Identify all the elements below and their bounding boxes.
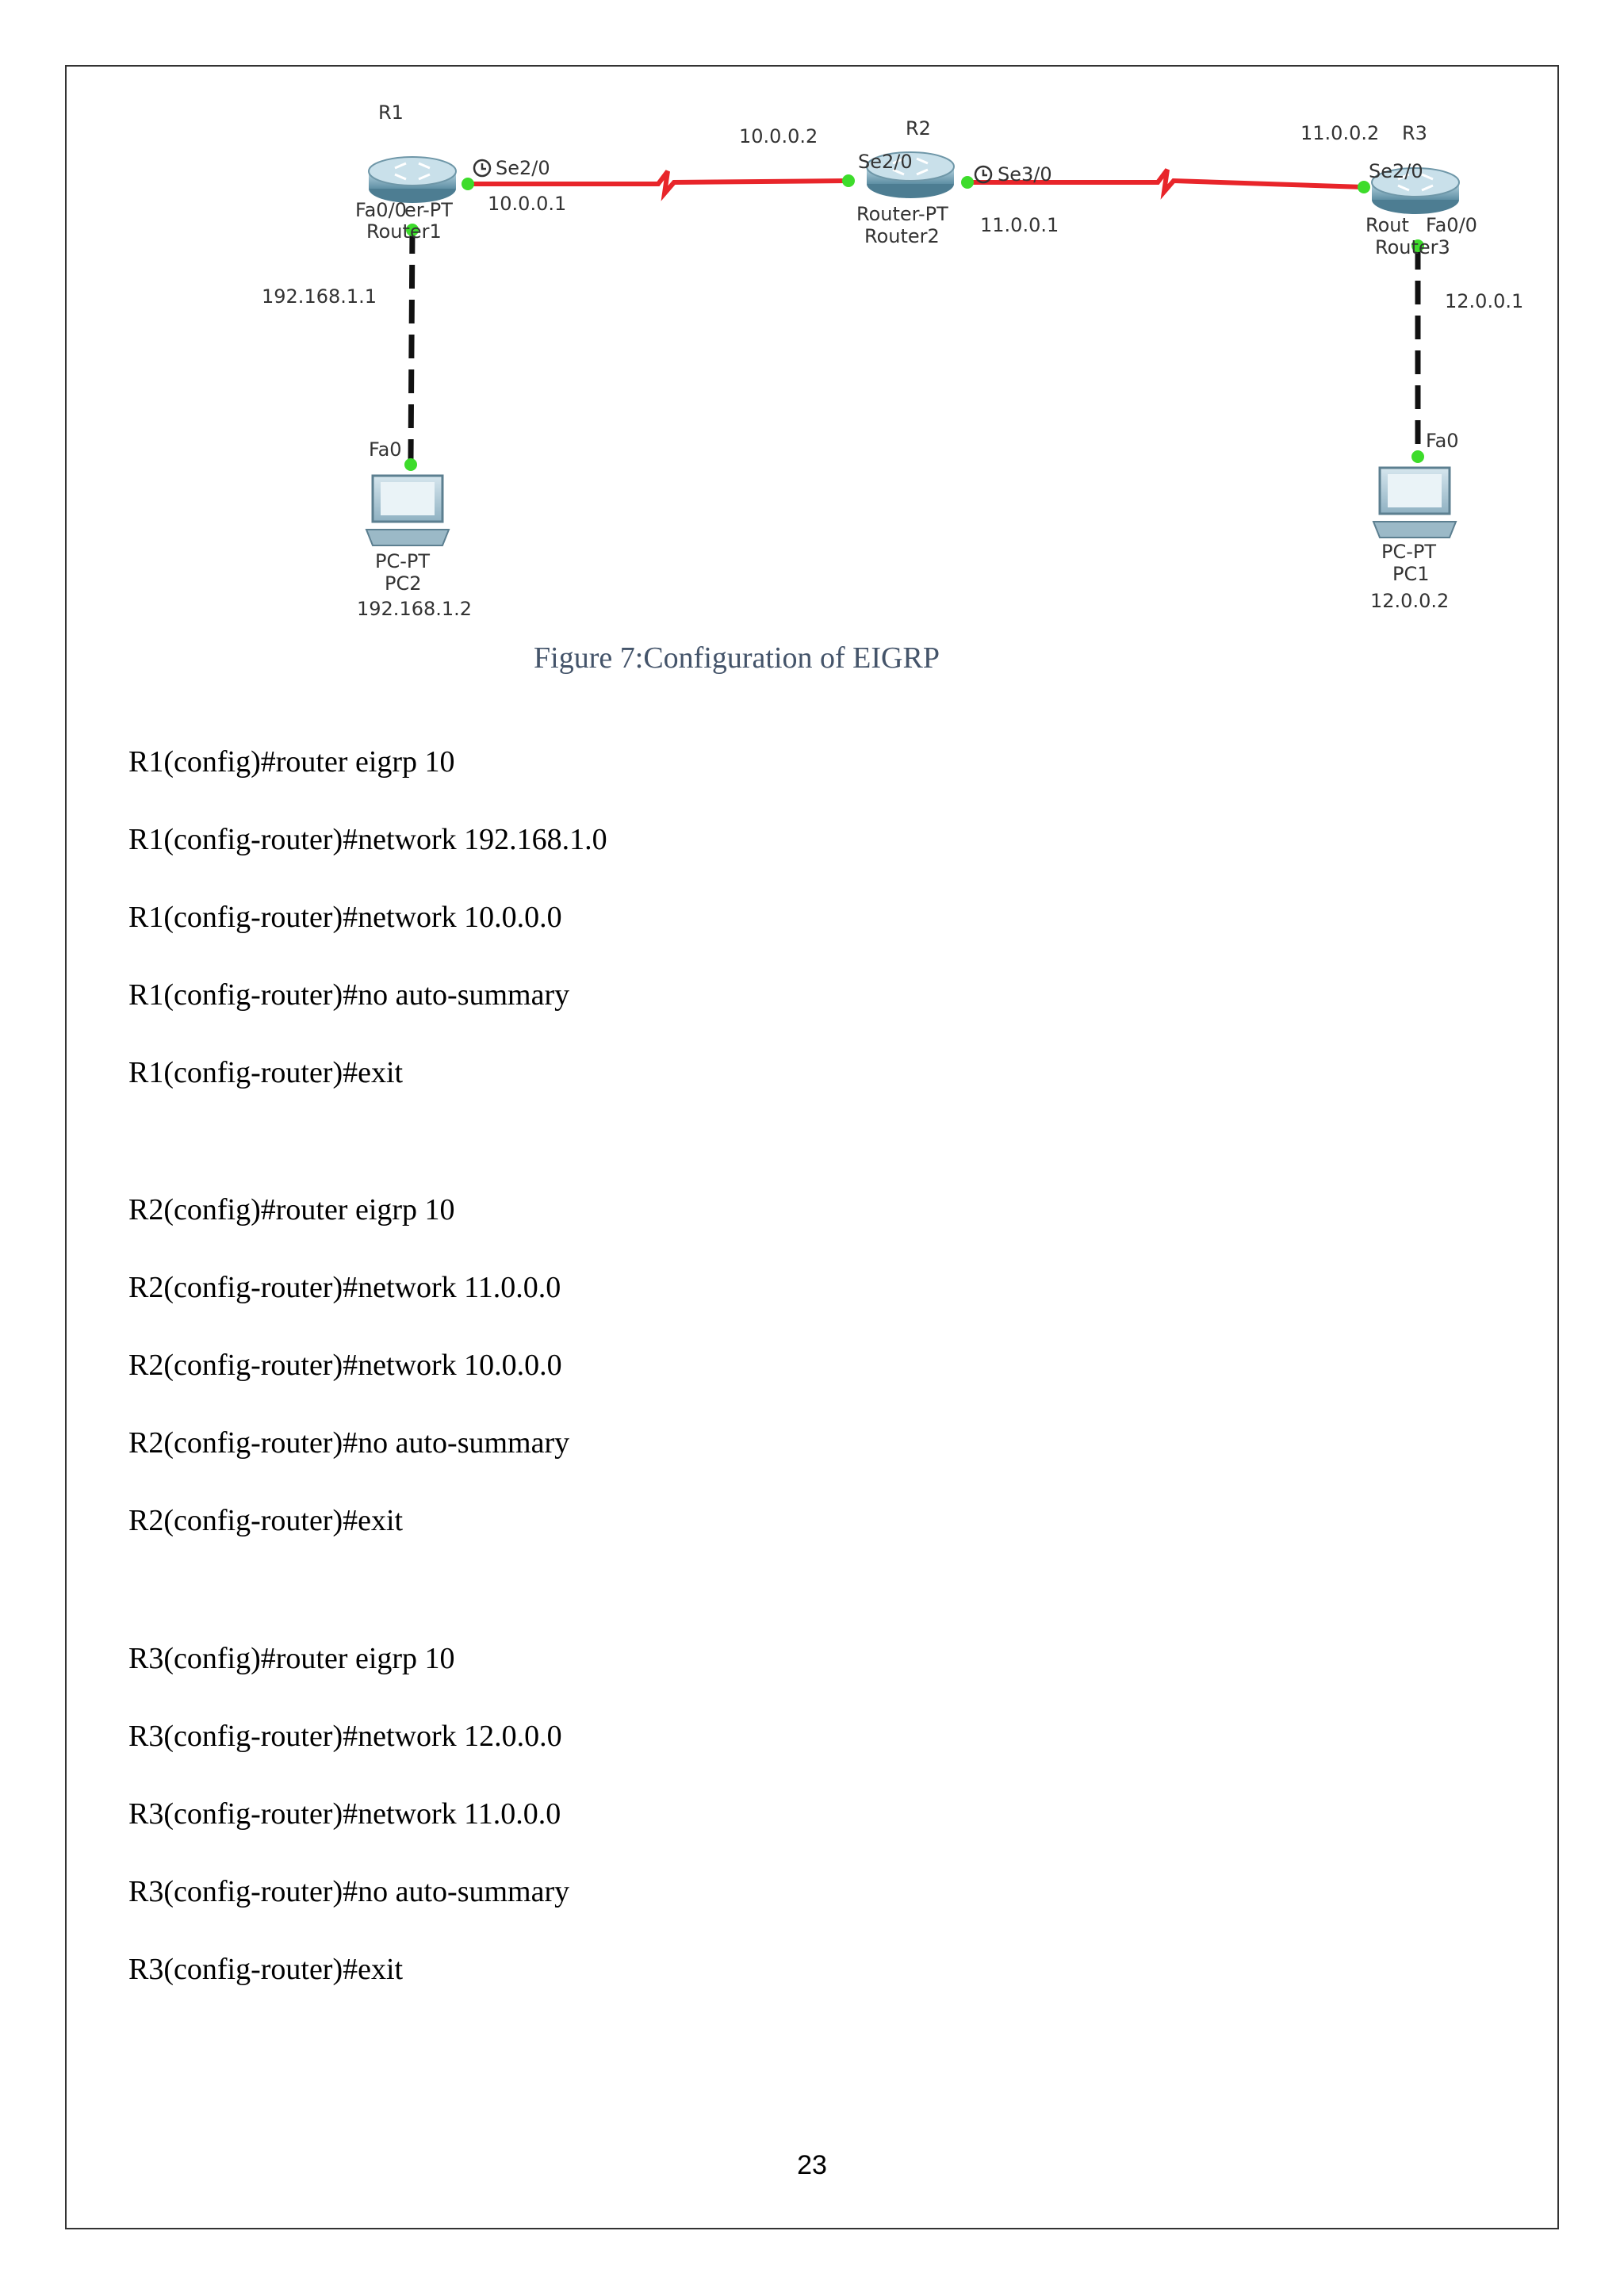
command-line: R1(config-router)#network 10.0.0.0 — [128, 901, 562, 934]
command-line: R1(config-router)#network 192.168.1.0 — [128, 823, 607, 856]
r3-label: R3 — [1402, 122, 1427, 144]
command-line: R1(config-router)#exit — [128, 1056, 404, 1089]
pc1-name: PC1 — [1392, 563, 1430, 585]
command-line: R3(config-router)#exit — [128, 1953, 404, 1986]
r3-command-block — [128, 1644, 569, 2032]
pc2-model: PC-PT — [375, 550, 431, 572]
r2-se-left-interface: Se2/0 — [858, 151, 913, 173]
r3-se-interface: Se2/0 — [1369, 160, 1423, 182]
network-topology-diagram — [262, 95, 1538, 634]
r2-right-address: 11.0.0.1 — [980, 214, 1059, 236]
command-line: R3(config-router)#no auto-summary — [128, 1875, 570, 1908]
r3-lan-address: 12.0.0.1 — [1445, 290, 1524, 312]
pc1-icon — [1373, 468, 1456, 538]
r1-label: R1 — [378, 101, 404, 124]
r2-se-right-interface: Se3/0 — [998, 163, 1052, 186]
r1-se-address: 10.0.0.1 — [488, 193, 567, 215]
command-line: R2(config-router)#network 11.0.0.0 — [128, 1271, 561, 1304]
router1-icon — [369, 157, 456, 203]
command-line: R3(config)#router eigrp 10 — [128, 1642, 455, 1675]
figure-caption: Figure 7:Configuration of EIGRP — [534, 641, 940, 675]
command-line: R1(config)#router eigrp 10 — [128, 745, 455, 779]
ethernet-link-r1-pc2 — [411, 230, 412, 460]
r1-name: Router1 — [366, 220, 442, 243]
r2-name: Router2 — [864, 225, 940, 247]
command-line: R1(config-router)#no auto-summary — [128, 978, 570, 1012]
pc2-name: PC2 — [385, 572, 422, 595]
command-line: R2(config-router)#network 10.0.0.0 — [128, 1349, 562, 1382]
port-dot — [462, 178, 474, 190]
command-line: R3(config-router)#network 12.0.0.0 — [128, 1720, 562, 1753]
pc2-fa-interface: Fa0 — [369, 438, 402, 461]
pc1-model: PC-PT — [1381, 541, 1437, 563]
r2-model: Router-PT — [856, 203, 948, 225]
r3-model-partial: Rout — [1365, 214, 1409, 236]
r2-label: R2 — [906, 117, 931, 140]
r3-name: Router3 — [1375, 236, 1450, 258]
r1-lan-address: 192.168.1.1 — [262, 285, 377, 308]
port-dot — [842, 174, 855, 187]
command-line: R2(config-router)#no auto-summary — [128, 1426, 570, 1460]
r1-fa-interface: Fa0/0 — [355, 199, 407, 221]
r3-fa-interface: Fa0/0 — [1426, 214, 1477, 236]
command-line: R2(config)#router eigrp 10 — [128, 1193, 455, 1226]
pc1-ip: 12.0.0.2 — [1370, 590, 1450, 612]
r3-se-address: 11.0.0.2 — [1300, 122, 1380, 144]
command-line: R3(config-router)#network 11.0.0.0 — [128, 1797, 561, 1831]
pc2-icon — [366, 476, 449, 545]
port-dot — [1411, 450, 1424, 463]
r2-left-address: 10.0.0.2 — [739, 125, 818, 147]
command-line: R2(config-router)#exit — [128, 1504, 404, 1537]
port-dot — [961, 176, 974, 189]
r1-model-partial: er-PT — [404, 199, 453, 221]
port-dot — [1358, 181, 1370, 193]
pc2-ip: 192.168.1.2 — [357, 598, 473, 620]
r2-command-block — [128, 1195, 569, 1583]
r1-se-interface: Se2/0 — [496, 157, 550, 179]
pc1-fa-interface: Fa0 — [1426, 430, 1459, 452]
port-dot — [404, 458, 417, 471]
r1-command-block — [128, 747, 607, 1135]
page-number: 23 — [797, 2150, 827, 2180]
